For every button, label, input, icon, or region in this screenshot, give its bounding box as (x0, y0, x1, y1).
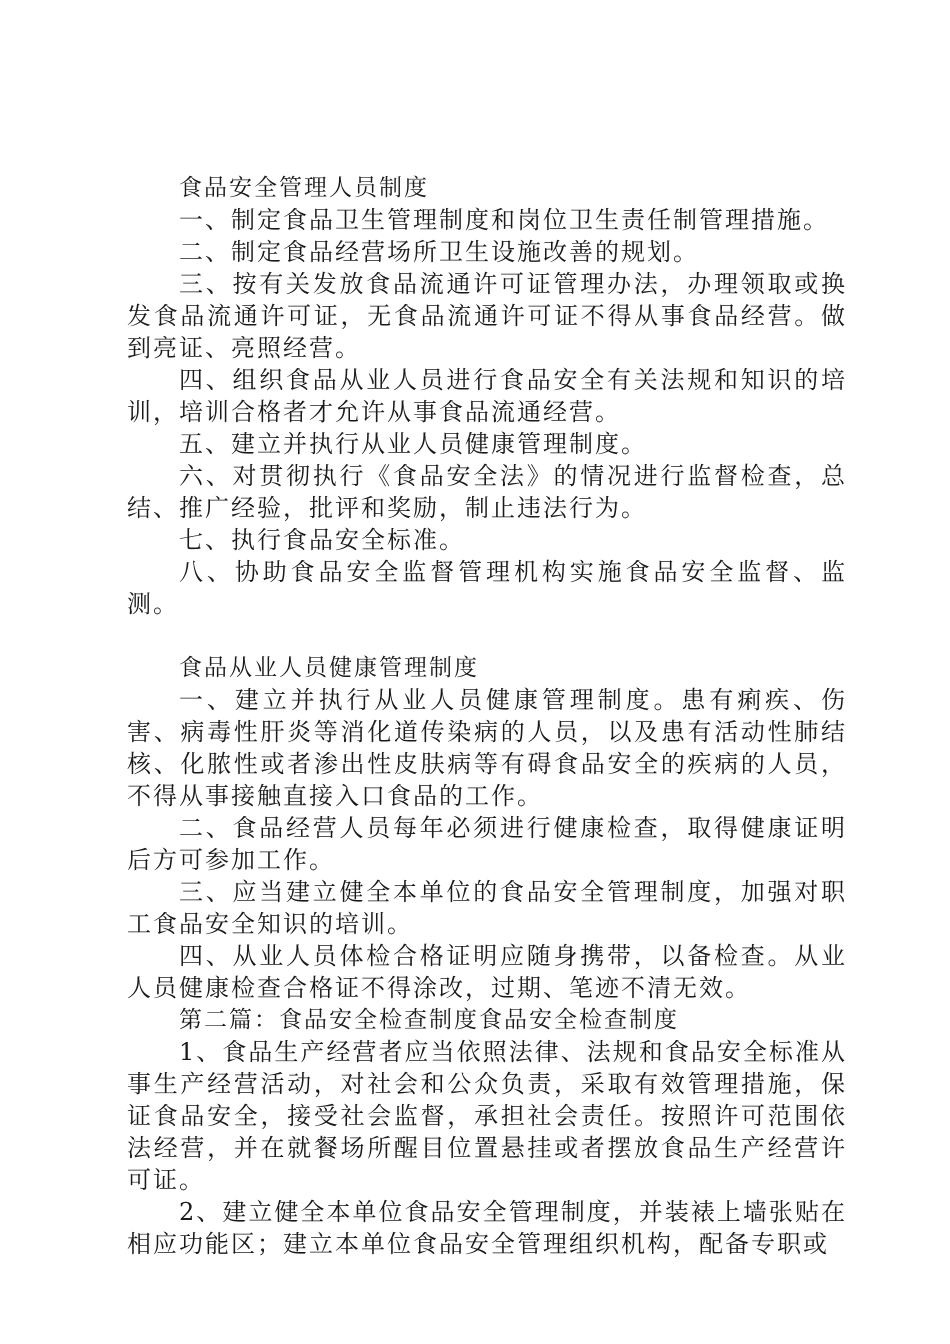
paragraph: 二、制定食品经营场所卫生设施改善的规划。 (179, 238, 699, 266)
paragraph: 六、对贯彻执行《食品安全法》的情况进行监督检查，总结、推广经验，批评和奖励，制止违法行为。 (127, 462, 847, 522)
paragraph: 五、建立并执行从业人员健康管理制度。 (179, 430, 647, 458)
paragraph: 二、食品经营人员每年必须进行健康检查，取得健康证明后方可参加工作。 (127, 814, 847, 874)
paragraph: 三、应当建立健全本单位的食品安全管理制度，加强对职工食品安全知识的培训。 (127, 878, 847, 938)
paragraph: 2、建立健全本单位食品安全管理制度，并装裱上墙张贴在相应功能区；建立本单位食品安全管理组织机构，配备专职或 (127, 1198, 847, 1258)
paragraph: 四、从业人员体检合格证明应随身携带，以备检查。从业人员健康检查合格证不得涂改，过期、笔迹不清无效。 (127, 942, 847, 1002)
paragraph: 八、协助食品安全监督管理机构实施食品安全监督、监测。 (127, 558, 847, 618)
document-body (127, 172, 847, 1260)
section-title-food-safety-managers: 食品安全管理人员制度 (179, 175, 429, 201)
section-title-inspection: 第二篇：食品安全检查制度食品安全检查制度 (179, 1007, 679, 1033)
paragraph: 七、执行食品安全标准。 (179, 526, 465, 554)
paragraph: 1、食品生产经营者应当依照法律、法规和食品安全标准从事生产经营活动，对社会和公众负责，采取有效管理措施，保证食品安全，接受社会监督，承担社会责任。按照许可范围依法经营，并在就餐场所醒目位置悬挂或者摆放食品生产经营许可证。 (127, 1038, 847, 1194)
paragraph: 一、建立并执行从业人员健康管理制度。患有痢疾、伤害、病毒性肝炎等消化道传染病的人员，以及患有活动性肺结核、化脓性或者渗出性皮肤病等有碍食品安全的疾病的人员，不得从事接触直接入口食品的工作。 (127, 686, 847, 810)
paragraph: 四、组织食品从业人员进行食品安全有关法规和知识的培训，培训合格者才允许从事食品流通经营。 (127, 366, 847, 426)
paragraph: 三、按有关发放食品流通许可证管理办法，办理领取或换发食品流通许可证，无食品流通许可证不得从事食品经营。做到亮证、亮照经营。 (127, 270, 847, 362)
section-title-staff-health: 食品从业人员健康管理制度 (179, 655, 479, 681)
section-spacer (127, 620, 847, 652)
paragraph: 一、制定食品卫生管理制度和岗位卫生责任制管理措施。 (179, 206, 829, 234)
